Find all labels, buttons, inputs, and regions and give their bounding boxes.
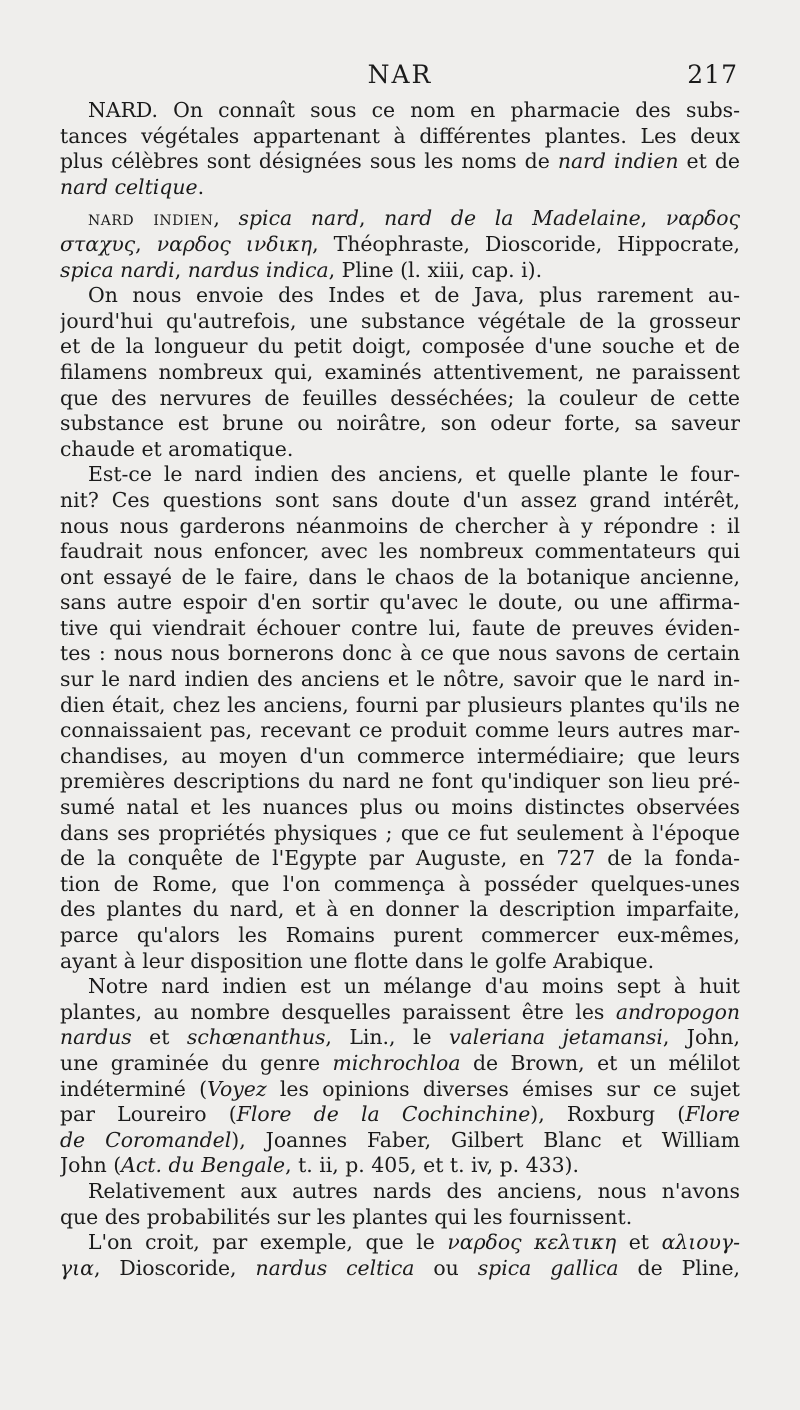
text-line: faudrait nous enfoncer, avec les nombreux commentateurs qui [60,539,740,564]
text-line: On nous envoie des Indes et de Java, plus rarement au- [88,283,740,308]
text-line: ayant à leur disposition une flotte dans le golfe Arabique. [60,948,655,973]
text-line: spica nardi, nardus indica, Pline (l. xiii, cap. i). [60,257,543,282]
article-text [60,98,740,1281]
text-line: chaude et aromatique. [60,436,294,461]
text-line: chandises, au moyen d'un commerce intermédiaire; que leurs [60,743,740,768]
text-line: par Loureiro (Flore de la Cochinchine), Roxburg (Flore [60,1102,740,1127]
text-line: des plantes du nard, et à en donner la description imparfaite, [60,897,740,922]
text-line: de Coromandel), Joannes Faber, Gilbert Blanc et William [60,1127,740,1152]
text-line: premières descriptions du nard ne font qu'indiquer son lieu pré- [60,769,740,794]
text-line: Est-ce le nard indien des anciens, et quelle plante le four- [88,462,740,487]
text-line: tances végétales appartenant à différentes plantes. Les deux [60,123,740,148]
text-line: dien était, chez les anciens, fourni par plusieurs plantes qu'ils ne [60,692,740,717]
text-line: tes : nous nous bornerons donc à ce que nous savons de certain [60,641,740,666]
text-line: substance est brune ou noirâtre, son odeur forte, sa saveur [60,411,740,436]
text-line: nous nous garderons néanmoins de chercher à y répondre : il [60,513,740,538]
running-head: NAR [367,60,433,89]
text-line: L'on croit, par exemple, que le ναρδος κελτικη et αλιουγ- [88,1230,740,1255]
text-line: Notre nard indien est un mélange d'au moins sept à huit [88,974,740,999]
text-line: de la conquête de l'Egypte par Auguste, en 727 de la fonda- [60,846,740,871]
text-line: nardus et schœnanthus, Lin., le valeriana jetamansi, John, [60,1025,740,1050]
text-line: tion de Rome, que l'on commença à posséder quelques-unes [60,871,740,896]
text-line: nard indien, spica nard, nard de la Madelaine, ναρδος [88,206,740,231]
text-line: sumé natal et les nuances plus ou moins distinctes observées [60,795,740,820]
text-line: jourd'hui qu'autrefois, une substance végétale de la grosseur [60,308,740,333]
text-line: plus célèbres sont désignées sous les noms de nard indien et de [60,149,740,174]
text-line: nit? Ces questions sont sans doute d'un assez grand intérêt, [60,487,740,512]
text-line: για, Dioscoride, nardus celtica ou spica gallica de Pline, [60,1255,740,1280]
page-header [60,60,740,92]
page-number: 217 [687,60,738,89]
text-line: filamens nombreux qui, examinés attentivement, ne paraissent [60,359,740,384]
text-line: σταχυς, ναρδος ινδικη, Théophraste, Dioscoride, Hippocrate, [60,231,740,256]
text-line: sans autre espoir d'en sortir qu'avec le doute, ou une affirma- [60,590,740,615]
text-line: NARD. On connaît sous ce nom en pharmacie des subs- [88,98,740,122]
text-line: et de la longueur du petit doigt, composée d'une souche et de [60,334,740,359]
text-line: indéterminé (Voyez les opinions diverses émises sur ce sujet [60,1076,740,1101]
text-line: ont essayé de le faire, dans le chaos de la botanique ancienne, [60,564,740,589]
text-line: John (Act. du Bengale, t. ii, p. 405, et t. iv, p. 433). [60,1153,579,1178]
text-line: que des nervures de feuilles desséchées; la couleur de cette [60,385,740,410]
text-line: connaissaient pas, recevant ce produit comme leurs autres mar- [60,718,740,743]
text-line: dans ses propriétés physiques ; que ce fut seulement à l'époque [60,820,740,845]
text-line: Relativement aux autres nards des anciens, nous n'avons [88,1178,740,1203]
text-line: tive qui viendrait échouer contre lui, faute de preuves éviden- [60,615,740,640]
text-line: nard celtique. [60,174,205,199]
text-line: sur le nard indien des anciens et le nôtre, savoir que le nard in- [60,667,740,692]
text-line: parce qu'alors les Romains purent commercer eux-mêmes, [60,923,740,947]
text-line: plantes, au nombre desquelles paraissent être les andropogon [60,999,740,1024]
text-line: une graminée du genre michrochloa de Brown, et un mélilot [60,1050,740,1075]
text-line: que des probabilités sur les plantes qui les fournissent. [60,1204,633,1229]
